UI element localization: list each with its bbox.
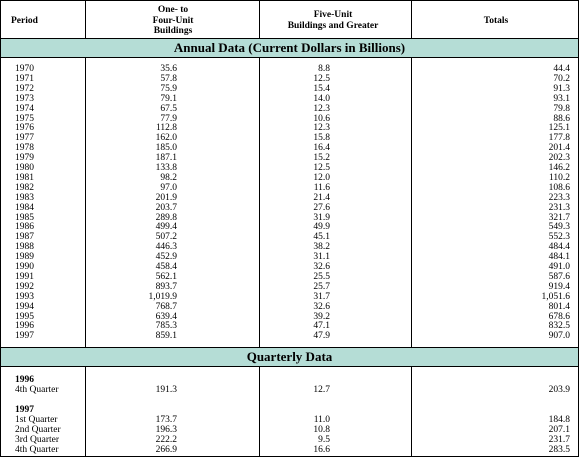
period-cell: 1996 [15, 321, 34, 332]
period-cell: 3rd Quarter [15, 434, 60, 445]
one-to-four-unit-cell: 35.6 [160, 64, 177, 74]
section-title-annual: Annual Data (Current Dollars in Billions) [173, 40, 406, 55]
one-to-four-unit-cell: 893.7 [155, 281, 177, 292]
totals-cell: 79.8 [553, 103, 570, 114]
one-to-four-unit-cell: 196.3 [155, 424, 177, 435]
period-cell: 1990 [15, 262, 34, 272]
one-to-four-unit-cell: 77.9 [160, 113, 177, 124]
period-cell: 1997 [15, 331, 34, 342]
five-unit-cell: 12.5 [313, 163, 330, 173]
totals-cell: 88.6 [553, 113, 570, 124]
totals-cell: 125.1 [548, 123, 570, 134]
totals-cell: 491.0 [548, 262, 570, 272]
period-cell: 1980 [15, 163, 34, 173]
period-cell: 1976 [15, 123, 34, 134]
totals-cell: 919.4 [548, 281, 570, 292]
five-unit-cell: 21.4 [313, 192, 330, 203]
totals-cell: 70.2 [553, 73, 570, 84]
five-unit-cell: 12.3 [313, 123, 330, 134]
one-to-four-unit-cell: 201.9 [155, 192, 177, 203]
period-cell: 1994 [15, 301, 34, 312]
quarterly-year-label: 1996 [15, 375, 34, 385]
one-to-four-unit-cell: 785.3 [155, 321, 177, 332]
header-period: Period [11, 16, 38, 26]
five-unit-cell: 16.4 [313, 143, 330, 154]
five-unit-cell: 31.9 [313, 212, 330, 223]
one-to-four-unit-cell: 98.2 [160, 172, 177, 183]
totals-cell: 201.4 [548, 143, 570, 154]
five-unit-cell: 47.9 [313, 331, 330, 342]
five-unit-cell: 12.3 [313, 103, 330, 114]
period-cell: 1974 [15, 103, 34, 114]
totals-cell: 44.4 [553, 64, 570, 74]
period-cell: 1991 [15, 271, 34, 282]
one-to-four-unit-cell: 203.7 [155, 202, 177, 213]
totals-cell: 184.8 [548, 415, 570, 425]
one-to-four-unit-cell: 173.7 [155, 415, 177, 425]
one-to-four-unit-cell: 79.1 [160, 93, 177, 104]
period-cell: 1981 [15, 172, 34, 183]
totals-cell: 283.5 [548, 444, 570, 455]
totals-cell: 549.3 [548, 222, 570, 233]
five-unit-cell: 11.6 [313, 182, 330, 193]
period-cell: 1979 [15, 153, 34, 164]
five-unit-cell: 39.2 [313, 311, 330, 322]
totals-cell: 91.3 [553, 83, 570, 94]
period-cell: 1978 [15, 143, 34, 154]
one-to-four-unit-cell: 639.4 [155, 311, 177, 322]
period-cell: 1984 [15, 202, 34, 213]
period-cell: 1992 [15, 281, 34, 292]
period-cell: 4th Quarter [15, 385, 59, 395]
header-line: Four-Unit [152, 15, 194, 26]
period-cell: 1983 [15, 192, 34, 203]
five-unit-cell: 47.1 [313, 321, 330, 332]
five-unit-cell: 32.6 [313, 262, 330, 272]
five-unit-cell: 45.1 [313, 232, 330, 243]
one-to-four-unit-cell: 266.9 [155, 444, 177, 455]
header-line: Five-Unit [313, 10, 353, 20]
header-line: One- to [157, 5, 189, 15]
five-unit-cell: 15.8 [313, 133, 330, 144]
column-divider [85, 1, 86, 456]
section-band-annual [1, 38, 578, 58]
header-line: Buildings [153, 26, 193, 36]
period-cell: 1988 [15, 242, 34, 253]
period-cell: 1989 [15, 252, 34, 263]
totals-cell: 110.2 [548, 172, 570, 183]
period-cell: 1977 [15, 133, 34, 144]
totals-cell: 832.5 [548, 321, 570, 332]
header-one-to-four-unit [123, 5, 223, 37]
section-title-quarterly: Quarterly Data [246, 349, 333, 364]
totals-cell: 484.4 [548, 242, 570, 253]
totals-cell: 202.3 [548, 153, 570, 164]
period-cell: 1971 [15, 73, 34, 84]
totals-cell: 203.9 [548, 385, 570, 395]
totals-cell: 587.6 [548, 271, 570, 282]
totals-cell: 207.1 [548, 424, 570, 435]
column-divider [411, 1, 412, 456]
totals-cell: 801.4 [548, 301, 570, 312]
period-cell: 1982 [15, 182, 34, 193]
five-unit-cell: 9.5 [318, 434, 330, 445]
five-unit-cell: 11.0 [313, 415, 330, 425]
section-band-quarterly [1, 347, 578, 367]
period-cell: 1987 [15, 232, 34, 243]
quarterly-year-label: 1997 [15, 405, 34, 415]
one-to-four-unit-cell: 222.2 [155, 434, 177, 445]
totals-cell: 146.2 [548, 163, 570, 173]
five-unit-cell: 10.8 [313, 424, 330, 435]
five-unit-cell: 31.7 [313, 291, 330, 302]
totals-cell: 678.6 [548, 311, 570, 322]
period-cell: 2nd Quarter [15, 424, 61, 435]
five-unit-cell: 27.6 [313, 202, 330, 213]
one-to-four-unit-cell: 67.5 [160, 103, 177, 114]
five-unit-cell: 49.9 [313, 222, 330, 233]
period-cell: 1st Quarter [15, 415, 58, 425]
one-to-four-unit-cell: 75.9 [160, 83, 177, 94]
one-to-four-unit-cell: 289.8 [155, 212, 177, 223]
five-unit-cell: 8.8 [318, 64, 330, 74]
five-unit-cell: 15.2 [313, 153, 330, 164]
five-unit-cell: 38.2 [313, 242, 330, 253]
five-unit-cell: 25.7 [313, 281, 330, 292]
five-unit-cell: 25.5 [313, 271, 330, 282]
totals-cell: 907.0 [548, 331, 570, 342]
totals-cell: 552.3 [548, 232, 570, 243]
totals-cell: 231.3 [548, 202, 570, 213]
five-unit-cell: 31.1 [313, 252, 330, 263]
header-line: Buildings and Greater [287, 20, 379, 31]
five-unit-cell: 12.5 [313, 73, 330, 84]
one-to-four-unit-cell: 768.7 [155, 301, 177, 312]
one-to-four-unit-cell: 191.3 [155, 385, 177, 395]
five-unit-cell: 15.4 [313, 83, 330, 94]
one-to-four-unit-cell: 133.8 [155, 163, 177, 173]
one-to-four-unit-cell: 562.1 [155, 271, 177, 282]
totals-cell: 321.7 [548, 212, 570, 223]
one-to-four-unit-cell: 185.0 [155, 143, 177, 154]
totals-cell: 93.1 [553, 93, 570, 104]
one-to-four-unit-cell: 452.9 [155, 252, 177, 263]
one-to-four-unit-cell: 507.2 [155, 232, 177, 243]
period-cell: 1985 [15, 212, 34, 223]
period-cell: 1986 [15, 222, 34, 233]
totals-cell: 177.8 [548, 133, 570, 144]
totals-cell: 484.1 [548, 252, 570, 263]
one-to-four-unit-cell: 162.0 [155, 133, 177, 144]
totals-cell: 231.7 [548, 434, 570, 445]
period-cell: 4th Quarter [15, 444, 59, 455]
period-cell: 1972 [15, 83, 34, 94]
period-cell: 1995 [15, 311, 34, 322]
one-to-four-unit-cell: 187.1 [155, 153, 177, 164]
period-cell: 1975 [15, 113, 34, 124]
one-to-four-unit-cell: 97.0 [160, 182, 177, 193]
one-to-four-unit-cell: 458.4 [155, 262, 177, 272]
five-unit-cell: 16.6 [313, 444, 330, 455]
five-unit-cell: 12.0 [313, 172, 330, 183]
totals-cell: 1,051.6 [541, 291, 570, 302]
column-divider [259, 1, 260, 456]
period-cell: 1993 [15, 291, 34, 302]
totals-cell: 108.6 [548, 182, 570, 193]
five-unit-cell: 32.6 [313, 301, 330, 312]
five-unit-cell: 14.0 [313, 93, 330, 104]
header-five-unit [263, 10, 403, 31]
five-unit-cell: 10.6 [313, 113, 330, 124]
one-to-four-unit-cell: 499.4 [155, 222, 177, 233]
header-totals: Totals [483, 16, 509, 26]
one-to-four-unit-cell: 112.8 [155, 123, 177, 134]
one-to-four-unit-cell: 859.1 [155, 331, 177, 342]
five-unit-cell: 12.7 [313, 385, 330, 395]
one-to-four-unit-cell: 446.3 [155, 242, 177, 253]
totals-cell: 223.3 [548, 192, 570, 203]
one-to-four-unit-cell: 1,019.9 [148, 291, 177, 302]
one-to-four-unit-cell: 57.8 [160, 73, 177, 84]
period-cell: 1973 [15, 93, 34, 104]
period-cell: 1970 [15, 64, 34, 74]
